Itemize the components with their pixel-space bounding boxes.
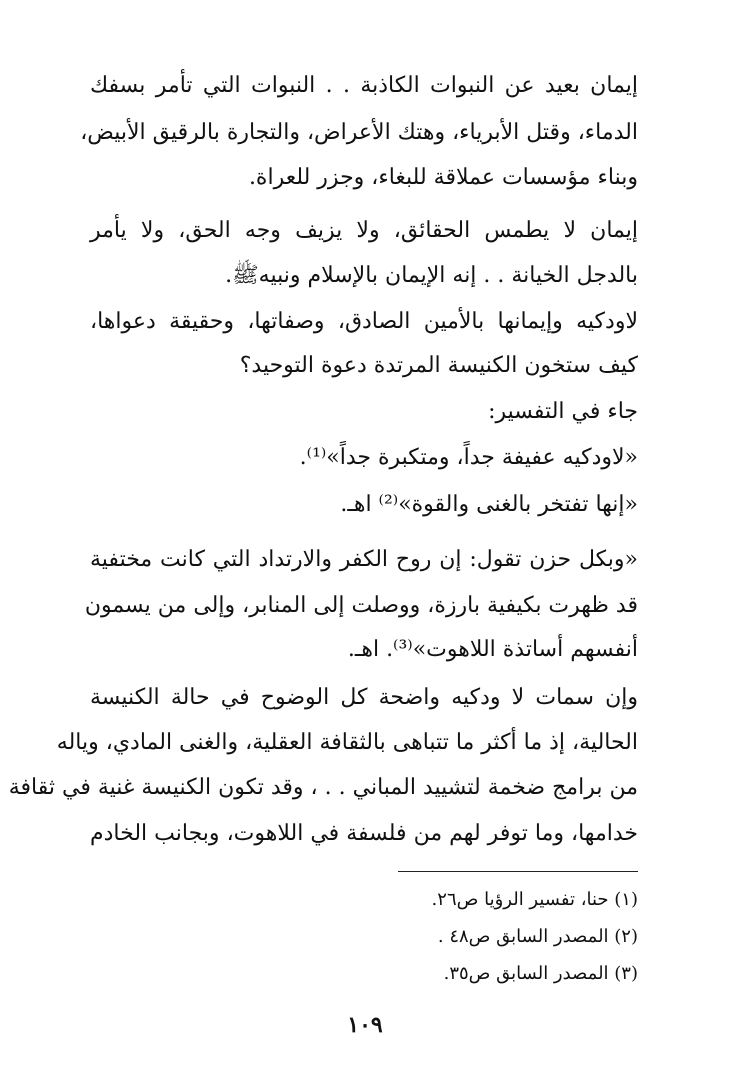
footnote-divider: [398, 871, 638, 872]
body-line: كيف ستخون الكنيسة المرتدة دعوة التوحيد؟: [239, 353, 638, 378]
quote-line: «لاودكيه عفيفة جداً، ومتكبرة جداً»⁽¹⁾.: [299, 445, 638, 470]
page-number: ١٠٩: [347, 1012, 383, 1038]
quote-line: قد ظهرت بكيفية بارزة، ووصلت إلى المنابر، وإلى من يسمون: [84, 593, 638, 618]
quote-line: أنفسهم أساتذة اللاهوت»⁽³⁾. اهـ.: [347, 637, 638, 662]
body-line: إيمان بعيد عن النبوات الكاذبة . . النبوات التي تأمر بسفك: [90, 73, 638, 98]
body-line: وبناء مؤسسات عملاقة للبغاء، وجزر للعراة.: [248, 165, 638, 190]
body-line: لاودكيه وإيمانها بالأمين الصادق، وصفاتها، وحقيقة دعواها،: [90, 309, 638, 334]
body-line: إيمان لا يطمس الحقائق، ولا يزيف وجه الحق، ولا يأمر: [90, 218, 638, 243]
quote-line: «إنها تفتخر بالغنى والقوة»⁽²⁾ اهـ.: [340, 492, 638, 517]
body-line: الحالية، إذ ما أكثر ما تتباهى بالثقافة العقلية، والغنى المادي، وياله: [56, 730, 638, 755]
body-line: الدماء، وقتل الأبرياء، وهتك الأعراض، والتجارة بالرقيق الأبيض،: [80, 120, 638, 145]
body-line: من برامج ضخمة لتشييد المباني . . ، وقد تكون الكنيسة غنية في ثقافة: [8, 775, 638, 800]
body-line: وإن سمات لا ودكيه واضحة كل الوضوح في حالة الكنيسة: [90, 685, 638, 710]
footnote-2: (٢) المصدر السابق ص٤٨ .: [437, 926, 638, 947]
body-line: جاء في التفسير:: [488, 399, 638, 424]
footnote-1: (١) حنا، تفسير الرؤيا ص٢٦.: [431, 889, 638, 910]
quote-line: «وبكل حزن تقول: إن روح الكفر والارتداد التي كانت مختفية: [90, 547, 638, 572]
body-line: خدامها، وما توفر لهم من فلسفة في اللاهوت، وبجانب الخادم: [90, 821, 638, 846]
body-line: بالدجل الخيانة . . إنه الإيمان بالإسلام ونبيهﷺ.: [225, 263, 638, 288]
footnote-3: (٣) المصدر السابق ص٣٥.: [443, 963, 638, 984]
